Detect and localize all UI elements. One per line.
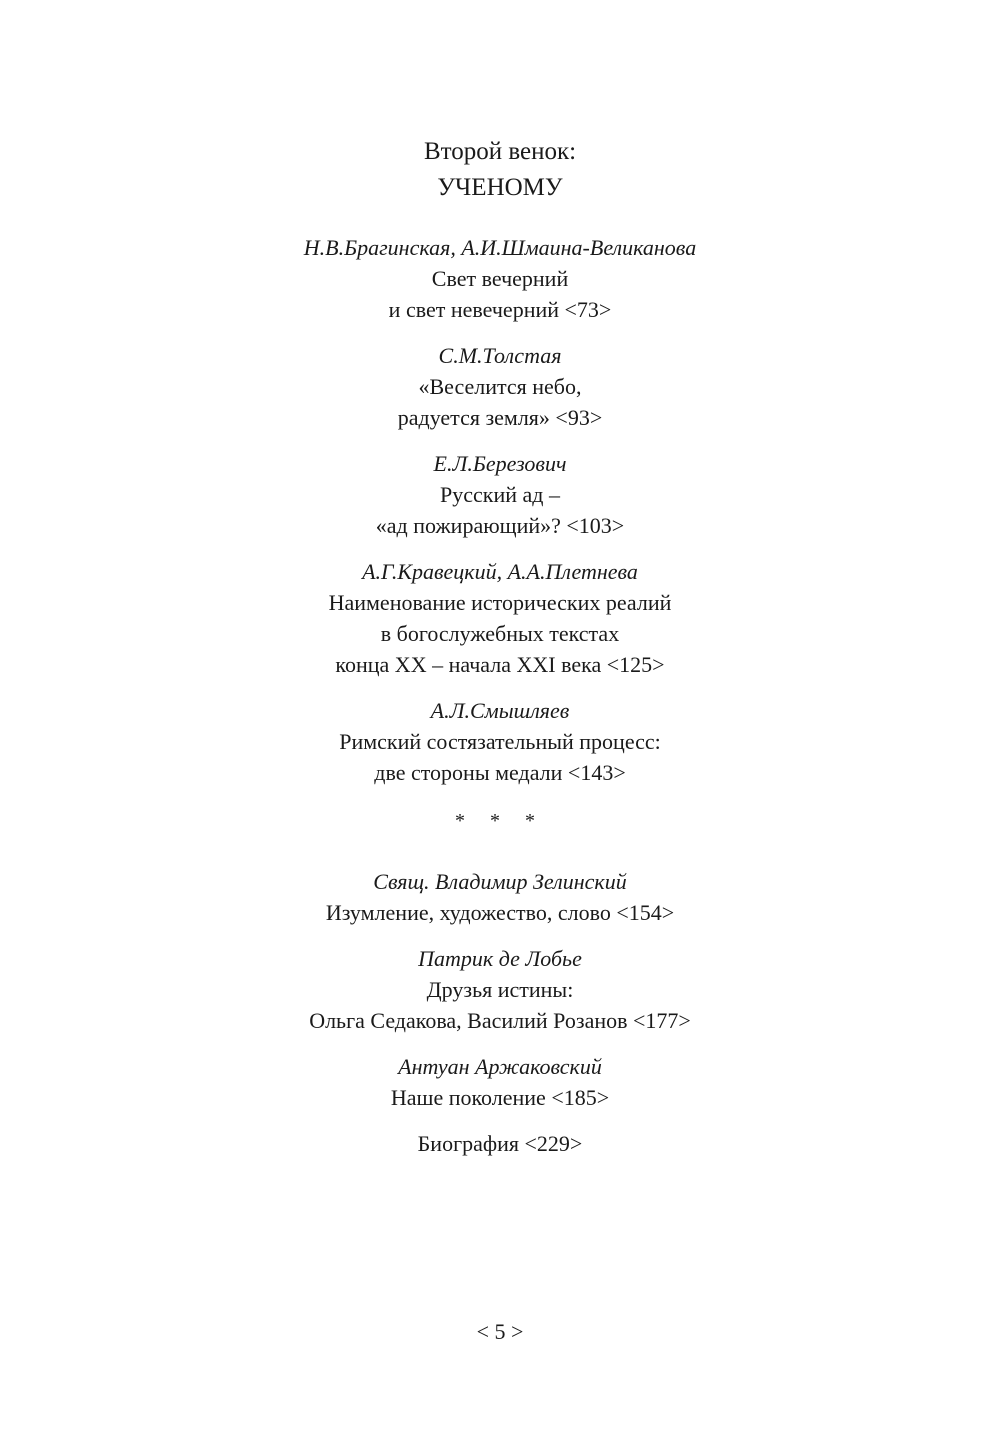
entry-author: Н.В.Брагинская, А.И.Шмаина-Великанова xyxy=(303,235,697,260)
toc-entry xyxy=(0,232,1000,325)
section-heading-title: УЧЕНОМУ xyxy=(437,174,563,201)
section-header xyxy=(0,134,1000,206)
section-heading-line: Второй венок: xyxy=(423,138,577,165)
entry-title-line: «ад пожирающий»? <103> xyxy=(375,513,625,538)
entry-title-line: радуется земля» <93> xyxy=(397,405,603,430)
entry-author: Патрик де Лобье xyxy=(418,946,582,971)
toc-entry xyxy=(0,448,1000,541)
entry-title-line: Свет вечерний xyxy=(431,266,569,291)
entry-title-line: две стороны медали <143> xyxy=(374,760,626,785)
entry-title-line: и свет невечерний <73> xyxy=(388,297,612,322)
toc-entry xyxy=(0,866,1000,928)
entry-title-line: Наше поколение <185> xyxy=(390,1085,610,1110)
entry-author: Е.Л.Березович xyxy=(433,451,567,476)
entry-title-line: Изумление, художество, слово <154> xyxy=(325,900,675,925)
entry-title-line: «Веселится небо, xyxy=(418,374,582,399)
entry-author: А.Г.Кравецкий, А.А.Плетнева xyxy=(362,559,638,584)
toc-entry-biography xyxy=(0,1128,1000,1159)
page-number: < 5 > xyxy=(476,1319,524,1344)
entry-title-line: Римский состязательный процесс: xyxy=(339,729,661,754)
toc-entry xyxy=(0,340,1000,433)
entry-title-line: Русский ад – xyxy=(440,482,560,507)
section-separator: * * * xyxy=(455,810,545,832)
entry-author: Антуан Аржаковский xyxy=(398,1054,602,1079)
toc-entry xyxy=(0,695,1000,788)
entry-title-line: Биография <229> xyxy=(417,1131,583,1156)
entry-author: С.М.Толстая xyxy=(438,343,562,368)
entry-title-line: Друзья истины: xyxy=(426,977,574,1002)
entry-title-line: Ольга Седакова, Василий Розанов <177> xyxy=(309,1008,691,1033)
toc-entry xyxy=(0,556,1000,680)
table-of-contents xyxy=(0,232,1000,1174)
entry-title-line: Наименование исторических реалий xyxy=(328,590,672,615)
entry-author: Свящ. Владимир Зелинский xyxy=(373,869,627,894)
entry-title-line: конца XX – начала XXI века <125> xyxy=(335,652,665,677)
toc-entry xyxy=(0,1051,1000,1113)
entry-title-line: в богослужебных текстах xyxy=(380,621,620,646)
toc-entry xyxy=(0,943,1000,1036)
entry-author: А.Л.Смышляев xyxy=(430,698,570,723)
